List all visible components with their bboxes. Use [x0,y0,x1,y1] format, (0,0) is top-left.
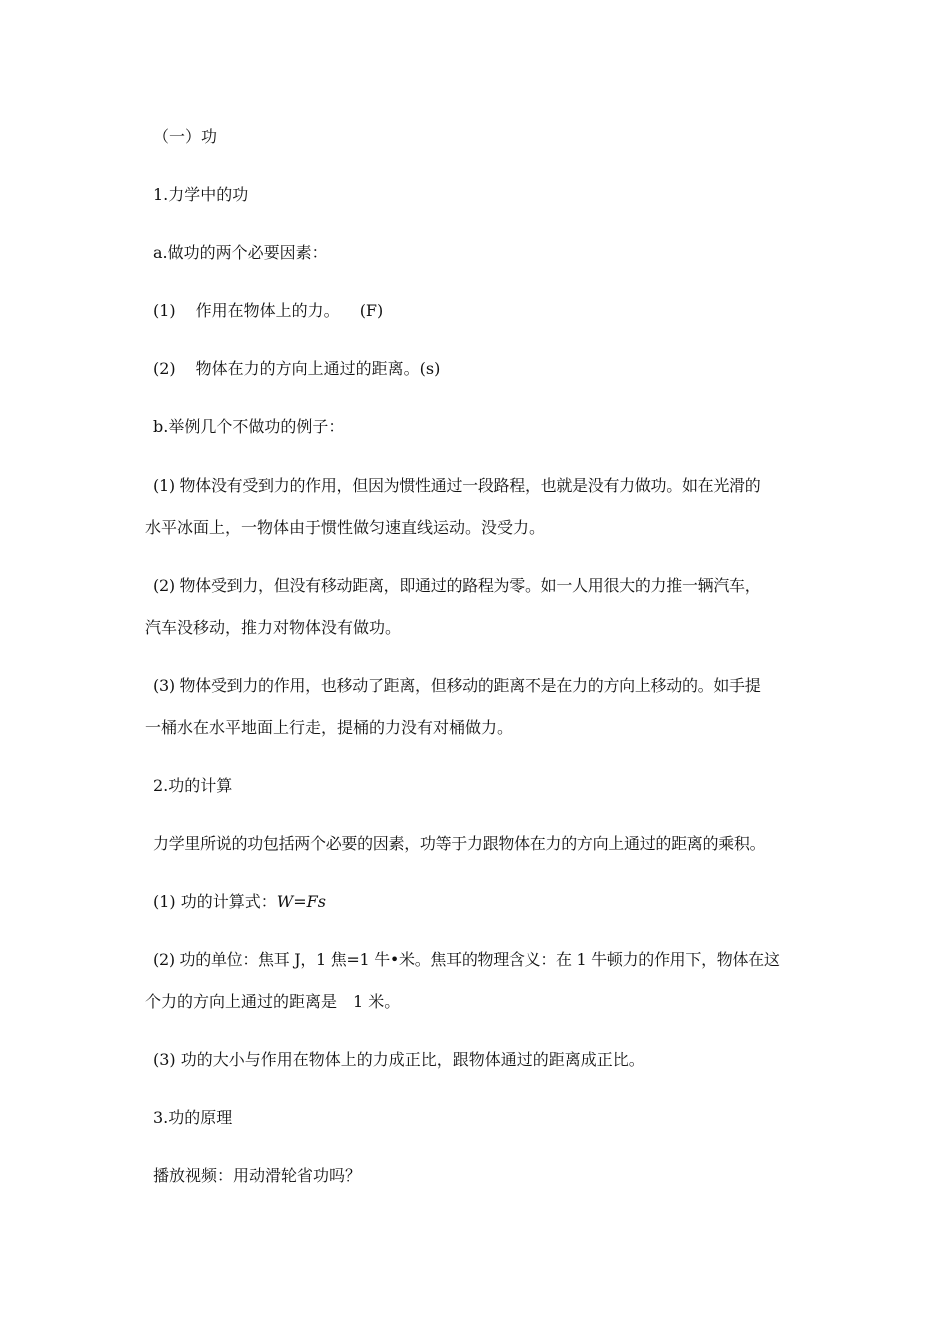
examples-heading: b.举例几个不做功的例子： [153,417,345,436]
work-formula [145,892,823,912]
factors-heading: a.做功的两个必要因素： [153,243,328,262]
work-definition: 力学里所说的功包括两个必要的因素，功等于力跟物体在力的方向上通过的距离的乘积。 [153,834,766,853]
work-unit-line-1: (2) 功的单位：焦耳 J，1 焦=1 牛•米。焦耳的物理含义：在 1 牛顿力的作用下，物体在这 [153,950,780,969]
example-1-line-1: (1) 物体没有受到力的作用，但因为惯性通过一段路程，也就是没有力做功。如在光滑的 [153,476,761,495]
example-3-line-1: (3) 物体受到力的作用，也移动了距离，但移动的距离不是在力的方向上移动的。如手提 [153,676,761,695]
video-prompt: 播放视频：用动滑轮省功吗？ [153,1166,362,1185]
factor-2-text: 物体在力的方向上通过的距离。(s) [195,359,441,378]
section-1-title: 1.力学中的功 [153,185,249,204]
factor-1 [145,301,823,321]
factor-1-symbol: (F) [359,301,384,320]
section-3-title: 3.功的原理 [153,1108,233,1127]
section-heading-work: （一）功 [153,127,218,146]
example-3-line-2: 一桶水在水平地面上行走，提桶的力没有对桶做力。 [145,718,514,737]
factor-1-number: (1) [153,301,176,320]
example-1-line-2: 水平冰面上，一物体由于惯性做匀速直线运动。没受力。 [145,518,546,537]
work-unit-line-2: 个力的方向上通过的距离是 1 米。 [145,992,401,1011]
factor-1-text: 作用在物体上的力。 [195,301,340,320]
factor-2-number: (2) [153,359,176,378]
work-formula-expression: W=Fs [276,892,326,911]
section-2-title: 2.功的计算 [153,776,233,795]
factor-2 [145,359,823,379]
work-proportionality: (3) 功的大小与作用在物体上的力成正比，跟物体通过的距离成正比。 [153,1050,645,1069]
work-formula-label: (1) 功的计算式： [153,892,277,911]
example-2-line-1: (2) 物体受到力，但没有移动距离，即通过的路程为零。如一人用很大的力推一辆汽车， [153,576,761,595]
example-2-line-2: 汽车没移动，推力对物体没有做功。 [145,618,402,637]
